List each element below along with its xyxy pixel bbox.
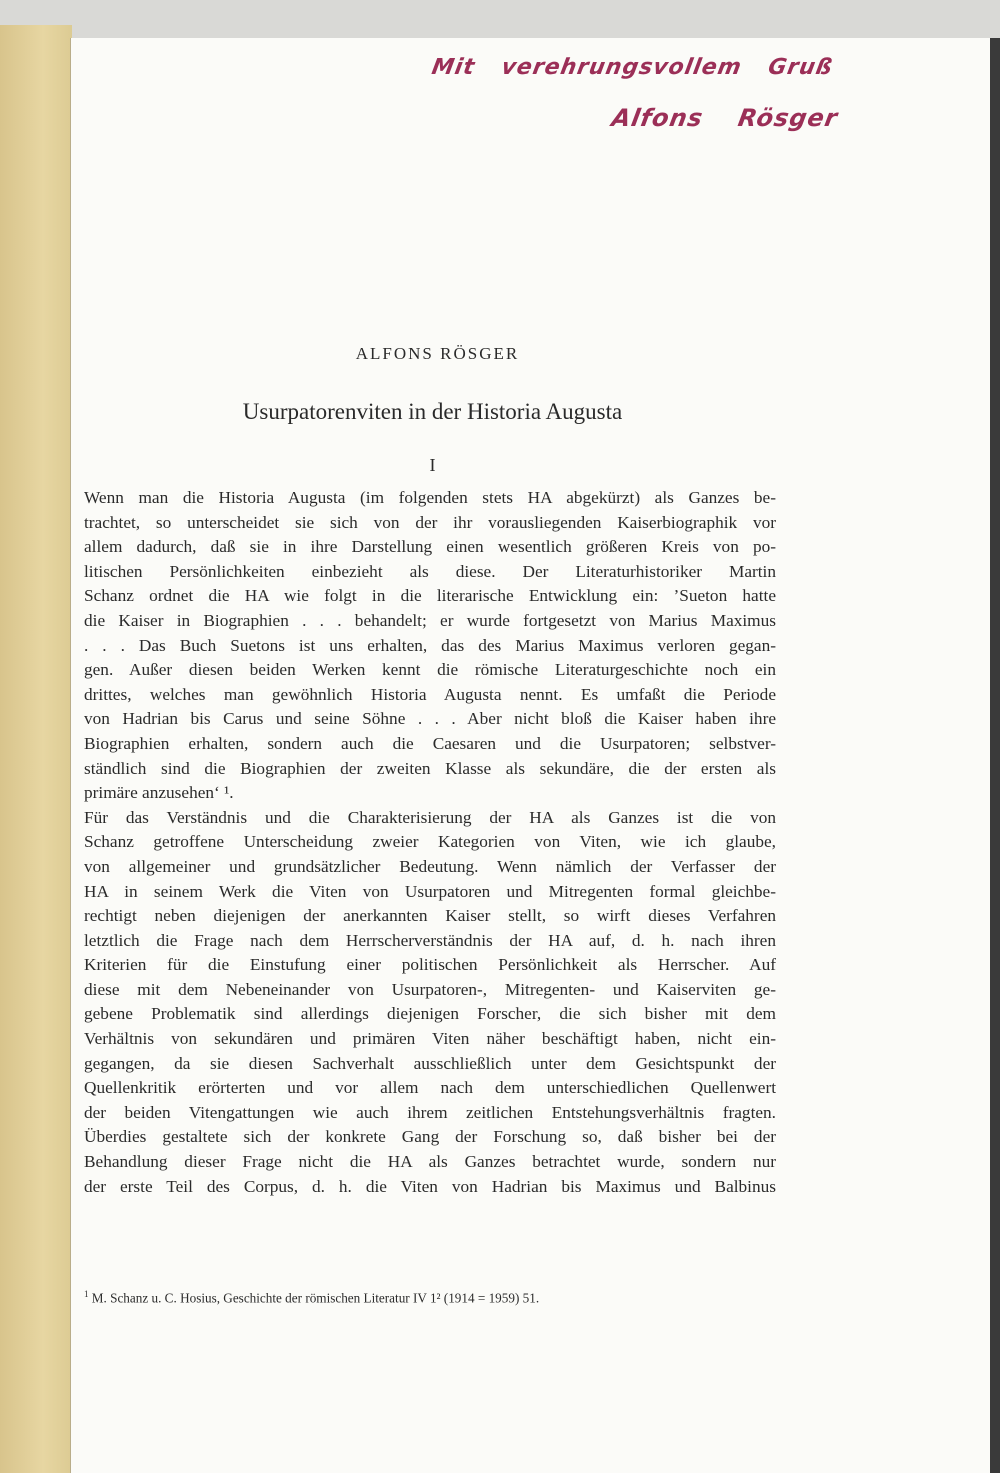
text-line: Wenn man die Historia Augusta (im folgenden stets HA abgekürzt) als Ganzes be- (84, 488, 776, 507)
handwritten-signature: Alfons Rösger (609, 104, 841, 132)
text-line: Quellenkritik erörterten und vor allem nach dem unterschiedlichen Quellenwert (84, 1078, 776, 1098)
footnote-text: M. Schanz u. C. Hosius, Geschichte der römischen Literatur IV 1² (1914 = 1959) 51. (91, 1290, 540, 1306)
text-line: von Hadrian bis Carus und seine Söhne . . . Aber nicht bloß die Kaiser haben ihre (84, 709, 776, 729)
article-title: Usurpatorenviten in der Historia Augusta (242, 399, 623, 424)
text-line: Kriterien für die Einstufung einer politischen Persönlichkeit als Herrscher. Auf (84, 955, 776, 975)
text-line: Überdies gestaltete sich der konkrete Gang der Forschung so, daß bisher bei der (84, 1127, 776, 1147)
text-line: litischen Persönlichkeiten einbezieht als diese. Der Literaturhistoriker Martin (84, 561, 776, 581)
book-spine-edge (0, 25, 72, 1473)
handwritten-dedication: Mit verehrungsvollem Gruß (429, 55, 835, 80)
text-line: Behandlung dieser Frage nicht die HA als Ganzes betrachtet wurde, sondern nur (84, 1152, 776, 1172)
text-line: gen. Außer diesen beiden Werken kennt die römische Literaturgeschichte noch ein (84, 660, 776, 680)
text-line: von allgemeiner und grundsätzlicher Bedeutung. Wenn nämlich der Verfasser der (84, 856, 776, 876)
text-line: die Kaiser in Biographien . . . behandelt; er wurde fortgesetzt von Marius Maximus (84, 610, 776, 630)
text-line: gegangen, da sie diesen Sachverhalt ausschließlich unter dem Gesichtspunkt der (84, 1053, 776, 1073)
text-line: Biographien erhalten, sondern auch die Caesaren und die Usurpatoren; selbstver- (84, 733, 776, 753)
text-line: Schanz ordnet die HA wie folgt in die literarische Entwicklung ein: ’Sueton hatte (84, 586, 776, 606)
text-line: der erste Teil des Corpus, d. h. die Viten von Hadrian bis Maximus und Balbinus (84, 1176, 776, 1196)
text-line: letztlich die Frage nach dem Herrscherverständnis der HA auf, d. h. nach ihren (84, 930, 776, 950)
paragraph (84, 806, 776, 1200)
text-line: ständlich sind die Biographien der zweiten Klasse als sekundäre, die der ersten als (84, 758, 776, 778)
text-line: primäre anzusehen‘ ¹. (84, 783, 234, 803)
body-text (84, 486, 776, 1199)
page-edge-shadow (990, 38, 1000, 1473)
footnote-marker: 1 (84, 1289, 89, 1299)
text-line: drittes, welches man gewöhnlich Historia Augusta nennt. Es umfaßt die Periode (84, 684, 776, 704)
text-line: Für das Verständnis und die Charakterisierung der HA als Ganzes ist die von (84, 807, 776, 827)
text-line: Verhältnis von sekundären und primären Viten näher beschäftigt haben, nicht ein- (84, 1029, 776, 1049)
author-name: ALFONS RÖSGER (355, 344, 520, 363)
text-line: diese mit dem Nebeneinander von Usurpatoren-, Mitregenten- und Kaiserviten ge- (84, 979, 776, 999)
text-line: gebene Problematik sind allerdings diejenigen Forscher, die sich bisher mit dem (84, 1004, 776, 1024)
text-line: allem dadurch, daß sie in ihre Darstellung einen wesentlich größeren Kreis von po- (84, 537, 776, 557)
text-line: HA in seinem Werk die Viten von Usurpatoren und Mitregenten formal gleichbe- (84, 881, 776, 901)
text-line: rechtigt neben diejenigen der anerkannten Kaiser stellt, so wirft dieses Verfahren (84, 906, 776, 926)
paragraph (84, 486, 776, 806)
text-line: der beiden Vitengattungen wie auch ihrem zeitlichen Entstehungsverhältnis fragten. (84, 1102, 776, 1122)
footnote (84, 1289, 539, 1306)
text-line: Schanz getroffene Unterscheidung zweier Kategorien von Viten, wie ich glaube, (84, 832, 776, 852)
text-line: . . . Das Buch Suetons ist uns erhalten, das des Marius Maximus verloren gegan- (84, 635, 776, 655)
section-number: I (429, 455, 436, 475)
text-line: trachtet, so unterscheidet sie sich von der ihr vorausliegenden Kaiserbiographik vor (84, 512, 776, 532)
